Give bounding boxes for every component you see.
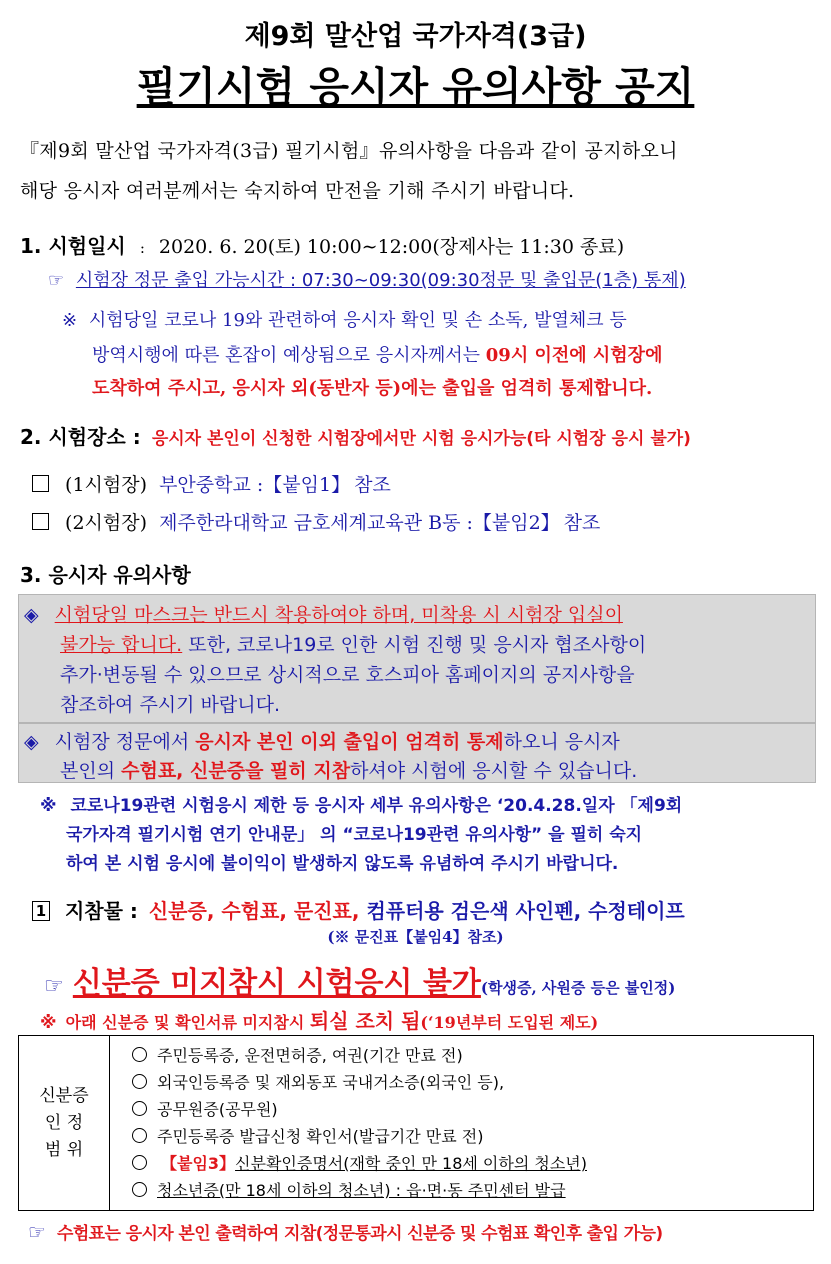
items-sub: (※ 문진표【붙임4】참조) [327,928,504,946]
diamond-icon: ◈ [24,731,39,753]
id-range-table [18,1035,814,1211]
note-mark-icon: ※ [40,796,57,816]
note1-line1: ※ 시험당일 코로나 19와 관련하여 응시자 확인 및 손 소독, 발열체크 등 [62,310,627,331]
footer-line [28,1219,663,1244]
section1-heading: 1. 시험일시 [20,234,126,258]
box2-line2: 본인의 수험표, 신분증을 필히 지참하셔야 시험에 응시할 수 있습니다. [60,760,638,782]
gate-time-text: 시험장 정문 출입 가능시간 : 07:30∼09:30(09:30정문 및 출입문(1층) 통제) [75,270,686,291]
diamond-icon: ◈ [24,604,39,626]
site2-name: 제주한라대학교 금호세계교육관 B동 : [159,512,473,534]
items-required: 신분증, 수험표, 문진표, [148,899,360,923]
list-item: 공무원증(공무원) [110,1096,813,1123]
box2-line1: ◈ 시험장 정문에서 응시자 본인 이외 출입이 엄격히 통제하오니 응시자 [24,731,620,753]
site1-name: 부안중학교 : [159,474,264,496]
note1-line2: 방역시행에 따른 혼잡이 예상됨으로 응시자께서는 09시 이전에 시험장에 [92,345,663,366]
section1-datetime: 2020. 6. 20(토) 10:00∼12:00(장제사는 11:30 종료) [158,236,625,258]
box1-line4: 참조하여 주시기 바랍니다. [60,694,281,716]
circle-bullet-icon [132,1182,147,1197]
pointing-hand-icon: ☞ [48,270,65,291]
boxed-number: 1 [32,901,50,921]
page-title [0,54,831,113]
id-warning-paren: (학생증, 사원증 등은 불인정) [480,979,676,997]
note-mark-icon: ※ [62,310,78,331]
corona-line3: 하여 본 시험 응시에 불이익이 발생하지 않도록 유념하여 주시기 바랍니다. [66,854,619,874]
id-range-list [110,1036,814,1211]
section2-heading: 2. 시험장소 : [20,425,141,449]
gate-time-line [48,266,686,292]
circle-bullet-icon [132,1155,147,1170]
id-warning-big: 신분증 미지참시 시험응시 불가 [72,966,481,1001]
box1-line2: 불가능 합니다. 또한, 코로나19로 인한 시험 진행 및 응시자 협조사항이 [60,634,647,656]
note-mark-icon: ※ [40,1013,57,1033]
section1-line: 1. 시험일시 : 2020. 6. 20(토) 10:00∼12:00(장제사는 11:30 종료) [20,234,625,258]
intro-line-1: 『제9회 말산업 국가자격(3급) 필기시험』유의사항을 다음과 같이 공지하오니 [20,140,678,162]
items-label: 지참물 : [64,899,138,923]
corona-line2: 국가자격 필기시험 연기 안내문」 의 “코로나19관련 유의사항” 을 필히 숙지 [66,825,643,845]
list-item: 주민등록증 발급신청 확인서(발급기간 만료 전) [110,1123,813,1150]
box1-line1: ◈ 시험당일 마스크는 반드시 착용하여야 하며, 미착용 시 시험장 입실이 [24,604,623,626]
circle-bullet-icon [132,1101,147,1116]
items-other: 컴퓨터용 검은색 사인펜, 수정테이프 [366,899,685,923]
circle-bullet-icon [132,1128,147,1143]
list-item: 【붙임3】신분확인증명서(재학 중인 만 18세 이하의 청소년) [110,1150,813,1177]
site2-ref: 【붙임2】 [472,512,560,534]
section2-line [20,421,691,450]
footer-text: 수험표는 응시자 본인 출력하여 지참(정문통과시 신분증 및 수험표 확인후 출입 가능) [57,1224,663,1244]
items-line [32,895,685,924]
checkbox-icon [32,475,49,492]
pointing-hand-icon: ☞ [28,1220,46,1244]
box1-line3: 추가·변동될 수 있으므로 상시적으로 호스피아 홈페이지의 공지사항을 [60,664,635,686]
site1-ref: 【붙임1】 [263,474,351,496]
section2-value: 응시자 본인이 신청한 시험장에서만 시험 응시가능(타 시험장 응시 불가) [151,429,691,449]
circle-bullet-icon [132,1047,147,1062]
list-item: 주민등록증, 운전면허증, 여권(기간 만료 전) [110,1042,813,1069]
page-title-text: 필기시험 응시자 유의사항 공지 [136,63,695,111]
note1-line3: 도착하여 주시고, 응시자 외(동반자 등)에는 출입을 엄격히 통제합니다. [92,378,653,399]
intro-line-2: 해당 응시자 여러분께서는 숙지하여 만전을 기해 주시기 바랍니다. [20,180,575,202]
id-warning-line [44,958,675,1002]
checkbox-icon [32,513,49,530]
section3-heading: 3. 응시자 유의사항 [20,563,191,587]
list-item: 청소년증(만 18세 이하의 청소년) : 읍·면·동 주민센터 발급 [110,1177,813,1204]
site2-line: (2시험장) 제주한라대학교 금호세계교육관 B동 :【붙임2】 참조 [32,508,600,535]
id-note-line: ※ 아래 신분증 및 확인서류 미지참시 퇴실 조치 됨(‘19년부터 도입된 제도) [40,1009,599,1033]
site1-line: (1시험장) 부안중학교 :【붙임1】 참조 [32,470,391,497]
list-item: 외국인등록증 및 재외동포 국내거소증(외국인 등), [110,1069,813,1096]
title-top: 제9회 말산업 국가자격(3급) [244,21,587,52]
corona-line1: ※ 코로나19관련 시험응시 제한 등 응시자 세부 유의사항은 ‘20.4.28.일자 「제9회 [40,796,683,816]
id-range-label: 신분증 인 정 범 위 [19,1036,110,1211]
pointing-hand-icon: ☞ [44,974,64,999]
circle-bullet-icon [132,1074,147,1089]
